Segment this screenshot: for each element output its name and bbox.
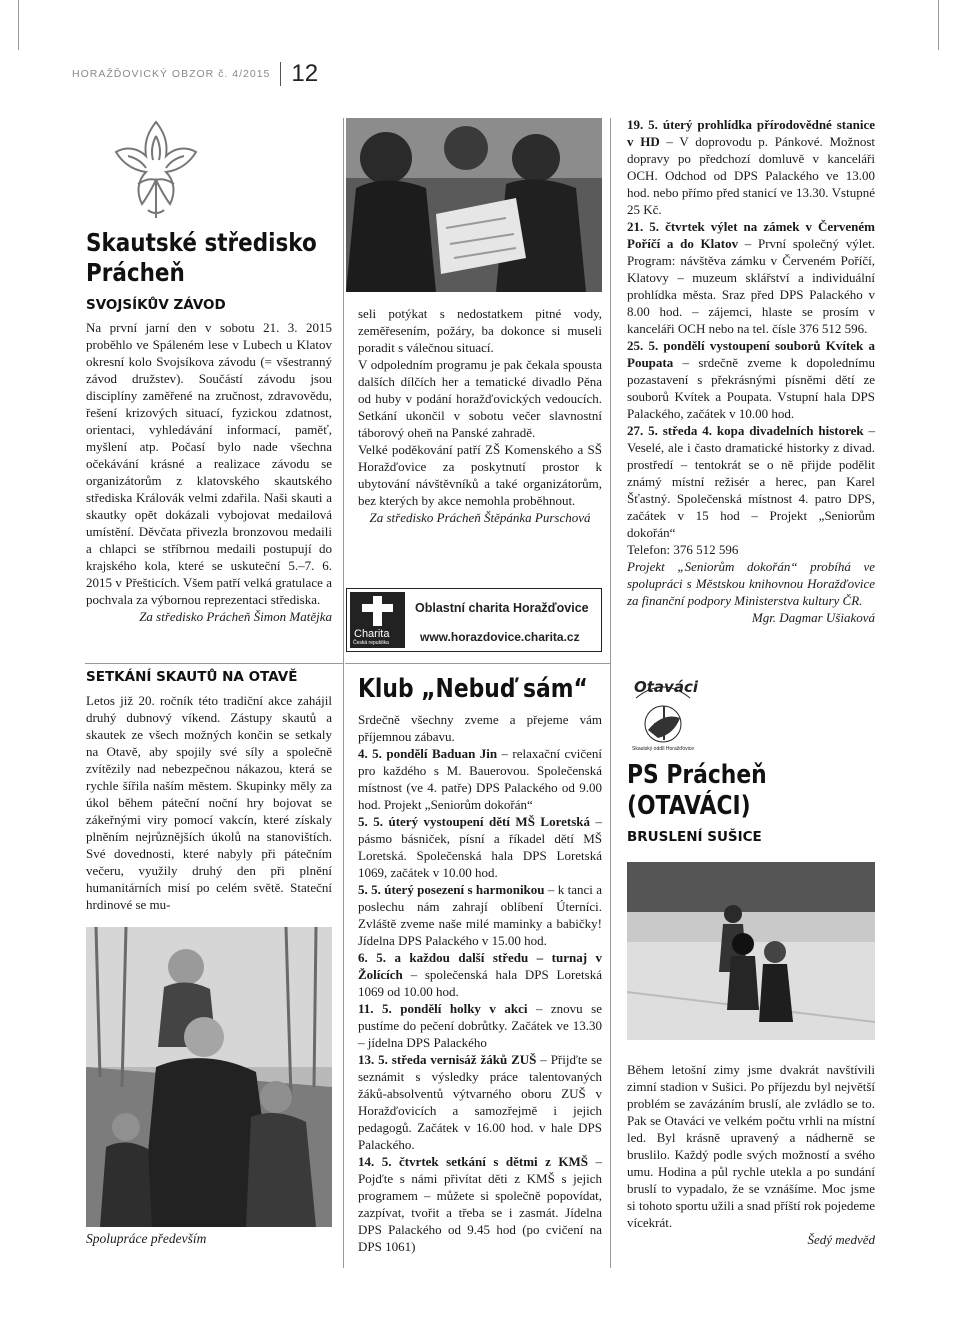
cont-text-2: V odpoledním programu je pak čekala spousta dalších dílčích her a tematické divadlo Pěna od huby v podání horažďovických vedoucích. Setkání ukončil v sobotu večer slavnostní táborový oheň na Panské zahradě. [358,357,602,440]
title-line-2: Prácheň [86,257,185,287]
program-item-text: – společenská hala DPS Loretská 1069 od 10.00 hod. [358,967,602,999]
program-item-text: – relaxační cvičení pro každého s M. Bauerovou. Společenská místnost (ve 4. patře) DPS Palackého od 9.00 hod. Projekt „Seniorům dokořán“ [358,746,603,812]
charita-logo-sub: Česká republika [353,640,389,646]
program-item-date: 4. 5. [358,746,382,761]
program-item [358,881,602,949]
program-item-date: 5. 5. [358,882,381,897]
otavaci-logo [628,678,698,758]
ps-title [627,760,793,821]
divider-left [85,663,343,664]
map-reading-photo [346,118,602,292]
program-item-title: čtvrtek výlet na zámek v Červeném Poříčí a do Klatov [627,219,876,251]
program-item-title: úterý prohlídka přírodovědné stanice v HD [627,117,875,149]
charita-logo [350,592,405,648]
otavaci-logo-ring: Skautský oddíl Horažďovice [632,746,694,752]
article-setkani [86,692,332,913]
column-divider-right [610,118,611,1268]
cont-text-1: seli potýkat s nedostatkem pitné vody, zeměřesením, požáry, ba dokonce si museli poradit s válečnou situací. [358,306,602,355]
program-item [358,745,602,813]
program-item [358,949,602,1000]
program-item [358,1051,602,1153]
column-divider-left [343,118,344,1268]
program-item-text: – srdečně zveme k dopolednímu pozastavení s překrásnými písněmi dětí ze souborů Kvítek a Poupata. Vstupní hala DPS Palackého, začátek v 10.00 hod. [627,355,875,421]
brusleni-signature: Šedý medvěd [807,1232,875,1247]
program-item-title: úterý vystoupení dětí MŠ Loretská [382,814,591,829]
title-line-1: Skautské středisko [86,228,317,257]
program-item-date: 21. 5. [627,219,660,234]
program-item-text: – První společný výlet. Program: návštěva zámku v Červeném Poříčí, Klatovy – muzeum sklářství a individuální prohlídka města. Sraz před DPS Palackého v 8.00 hod. – zájemci, hlaste se prosím v kanceláři OCH nebo na tel. čísle 376 512 596. [627,236,875,336]
svojsikuv-text: Na první jarní den v sobotu 21. 3. 2015 proběhlo ve Spáleném lese v Lubech u Klatov okresní kolo Svojsíkova závodu (= všestranný závod družstev). Součástí závodu jsou disciplíny zaměřené na zručnost, zdravovědu, řešení krizových situací, fyzickou zdatnost, orientaci, vyhledávání informací, paměť, myšlení atp. Počasí bylo nade všechna očekávání krásné a realizace závodu se organizátorům z klatovského skautského střediska Královák velmi zdařila. Naši skauti a skautky opět dokázali vybojovat medailová umístění. Děvčata přivezla bronzovou medaili a chlapci se stříbrnou medaili postupují do krajského kola, které se uskuteční 5.–7. 6. 2015 v Přešticích. Všem patří velká gratulace a pochvala za výbornou reprezentaci střediska. [86,320,332,607]
setkani-text: Letos již 20. ročník této tradiční akce zahájil druhý dubnový víkend. Zástupy skautů a skautek ze všech možných končin se setkaly na Otavě, aby spojily své síly a společně zvítězily nad nebezpečnou nákazou, která se rychle šířila naším městem. Skupinky měly za úkol během páteční noční hry bojovat se zákeřnými viry pomocí vakcín, které získaly plněním nejrůznějších úkolů na stanovištích. Své dovednosti, které nabyly při pátečním večeru, využily druhý den při plnění humanitárních misí po celém světě. Stateční hrdinové se mu- [86,693,332,912]
club-intro: Srdečně všechny zveme a přejeme vám příjemnou zábavu. [358,712,602,744]
heading-svojsikuv: SVOJSÍKŮV ZÁVOD [86,297,226,313]
heading-brusleni: BRUSLENÍ SUŠICE [627,829,762,845]
divider-middle [345,663,610,664]
charita-name: Oblastní charita Horažďovice [415,601,589,615]
program-item-text: – Přijďte se seznámit s výsledky práce talentovaných žáků-absolventů výtvarného oboru ZUŠ v Horažďovicích a samozřejmě i jejich pedagogů. Začátek v 16.00 hod. v hale DPS Palackého. [358,1052,603,1152]
program-item [358,813,602,881]
program-item-text: – Pojďte s námi přivítat děti z KMŠ s jejich programem – můžete si společně popovídat, zazpívat, tvořit a třeba se i zasmát. Jídelna DPS Palackého od 9.45 hod (po cvičení na DPS 1061) [358,1154,603,1254]
charita-url: www.horazdovice.charita.cz [420,630,580,644]
program-item-title: pondělí Baduan Jin [381,746,498,761]
cont-text-3: Velké poděkování patří ZŠ Komenského a SŠ Horažďovice za poskytnutí prostor k ubytování návštěvníků a také organizátorům, bez kterých by akce nemohla proběhnout. [358,442,602,508]
program-item-title: a každou další středu – turnaj v Žolících [358,950,602,982]
article-setkani-continued [358,305,602,526]
club-program-continued [627,116,875,626]
scout-lily-logo [108,118,204,224]
phone-line: Telefon: 376 512 596 [627,542,739,557]
program-item-date: 13. 5. [358,1052,388,1067]
program-item-title: pondělí holky v akci [391,1001,528,1016]
program-item-title: čtvrtek setkání s dětmi z KMŠ [391,1154,589,1169]
ps-title-line-2: (OTAVÁCI) [627,790,751,821]
section-title [86,228,354,287]
ice-skating-photo [627,862,875,1040]
charita-banner [346,588,602,652]
cont-signature: Za středisko Prácheň Štěpánka Purschová [369,510,591,525]
program-item-date: 19. 5. [627,117,658,132]
right-items-list [627,116,875,541]
charita-logo-word: Charita [354,628,390,640]
program-item-title: pondělí vystoupení souborů Kvítek a Poupata [627,338,876,370]
article-brusleni [627,1061,875,1248]
program-item [358,1153,602,1255]
program-item [627,422,875,541]
program-item-text: – pásmo básniček, písní a říkadel dětí MŠ Loretská. Společenská hala DPS Loretská 1069, začátek v 10.00 hod. [358,814,602,880]
program-item-text: – znovu se pustíme do pečení dobrůtky. Začátek ve 13.30 – jídelna DPS Palackého [358,1001,602,1050]
program-signature: Mgr. Dagmar Ušiaková [751,610,875,625]
ps-title-line-1: PS Prácheň [627,760,767,790]
club-program [358,711,602,1255]
project-note: Projekt „Seniorům dokořán“ probíhá ve spolupráci s Městskou knihovnou Horažďovice za finanční podpory Ministerstva kultury ČR. [627,559,875,608]
program-item-text: – V doprovodu p. Pánkové. Možnost dopravy po předchozí domluvě v kanceláři OCH. Odchod od DPS Palackého ve 13.00 hod. nebo přímo před stanicí ve 13.30. Vstupné 25 Kč. [627,134,875,217]
header-separator [280,62,281,86]
program-item-text: – k tanci a poslechu nám zahrají oblíbení Úterníci. Zvláště zveme naše milé maminky a babičky! Jídelna DPS Palackého v 15.00 hod. [358,882,602,948]
program-item-date: 11. 5. [358,1001,392,1016]
svojsikuv-signature: Za středisko Prácheň Šimon Matějka [139,609,332,624]
header-right-rule [938,0,939,50]
program-item-date: 6. 5. [358,950,386,965]
publication-title: HORAŽĎOVICKÝ OBZOR č. 4/2015 [72,68,271,80]
program-item-date: 14. 5. [358,1154,392,1169]
page-number: 12 [291,60,319,87]
program-item [627,116,875,218]
club-title: Klub „Nebuď sám“ [358,674,588,704]
scouts-photo [86,927,332,1227]
page-header [72,60,318,88]
program-item-title: středa 4. kopa divadelních historek [657,423,864,438]
program-item-title: úterý posezení s harmonikou [380,882,545,897]
program-item-date: 27. 5. [627,423,658,438]
brusleni-text: Během letošní zimy jsme dvakrát navštívili zimní stadion v Sušici. Po příjezdu byl největší problém se zavázáním bruslí, ale zvládlo se to. Pak se Otaváci ve velkém počtu vrhli na místní led. Byl krásně upravený a nádherně se bruslilo. Každý podle svých možností a svého umu. Hodina a půl rychle utekla a po sundání bruslí to vypadalo, že se vznášíme. Moc jsme si tohoto sportu užili a snad příští rok pojedeme vícekrát. [627,1062,875,1230]
program-item [627,337,875,422]
program-item-title: středa vernisáž žáků ZUŠ [387,1052,537,1067]
article-svojsikuv [86,319,332,625]
photo-caption: Spolupráce především [86,1231,207,1246]
club-items-list [358,745,602,1255]
program-item [358,1000,602,1051]
heading-setkani: SETKÁNÍ SKAUTŮ NA OTAVĚ [86,669,298,685]
program-item [627,218,875,337]
program-item-date: 25. 5. [627,338,659,353]
program-item-date: 5. 5. [358,814,383,829]
header-left-rule [18,0,19,50]
program-item-text: – Veselé, ale i často dramatické historky z divad. prostředí – tentokrát se o ně přijde podělit známý místní režisér a herec, pan Karel Šťastný. Společenská místnost 4. patro DPS, začátek v 15 hod – Projekt „Seniorům dokořán“ [627,423,876,540]
otavaci-logo-text: Otaváci [634,678,698,696]
